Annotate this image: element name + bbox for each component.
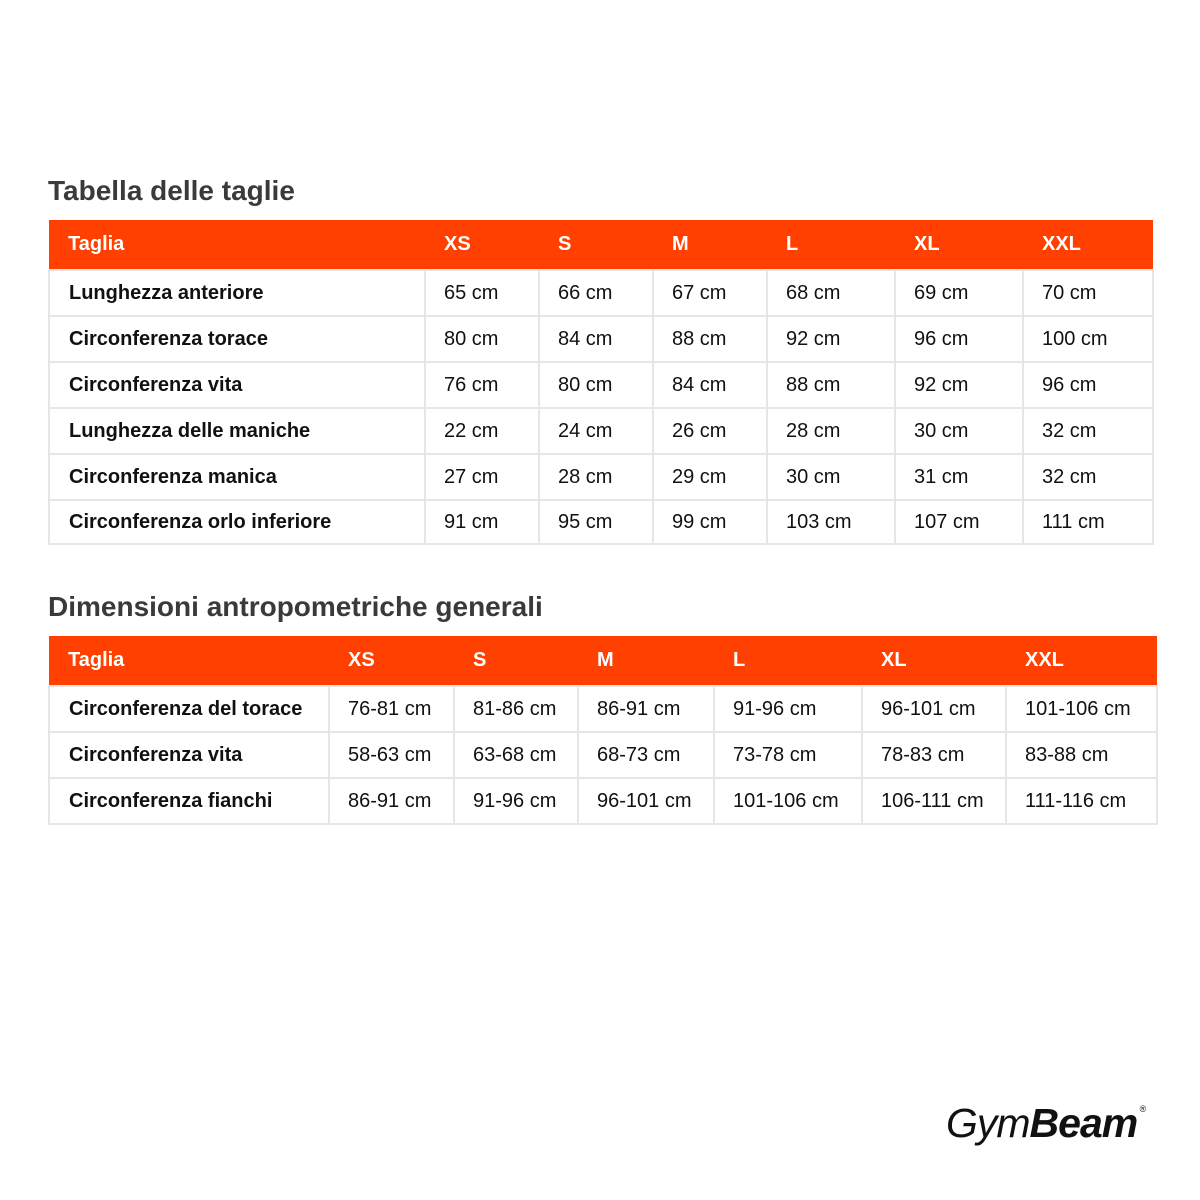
anthropometric-table-row [49, 778, 1157, 824]
size-table-header-cell: L [767, 220, 895, 270]
anthropometric-table-header-cell: Taglia [49, 636, 329, 686]
measurement-cell: 91-96 cm [714, 686, 862, 732]
gymbeam-logo [946, 1100, 1147, 1147]
measurement-cell: 26 cm [653, 408, 767, 454]
measurement-cell: 27 cm [425, 454, 539, 500]
measurement-cell: 86-91 cm [329, 778, 454, 824]
size-table-header-cell: S [539, 220, 653, 270]
row-label: Circonferenza vita [49, 362, 425, 408]
measurement-cell: 96-101 cm [578, 778, 714, 824]
anthropometric-table-header-cell: XL [862, 636, 1006, 686]
measurement-cell: 111-116 cm [1006, 778, 1157, 824]
measurement-cell: 80 cm [425, 316, 539, 362]
measurement-cell: 96 cm [1023, 362, 1153, 408]
measurement-cell: 65 cm [425, 270, 539, 316]
row-label: Lunghezza delle maniche [49, 408, 425, 454]
anthropometric-table-row [49, 686, 1157, 732]
measurement-cell: 91 cm [425, 500, 539, 544]
measurement-cell: 106-111 cm [862, 778, 1006, 824]
measurement-cell: 30 cm [895, 408, 1023, 454]
registered-mark: ® [1139, 1104, 1147, 1114]
measurement-cell: 80 cm [539, 362, 653, 408]
measurement-cell: 99 cm [653, 500, 767, 544]
row-label: Circonferenza torace [49, 316, 425, 362]
measurement-cell: 31 cm [895, 454, 1023, 500]
anthropometric-table-header-cell: M [578, 636, 714, 686]
anthropometric-table-header-cell: XXL [1006, 636, 1157, 686]
measurement-cell: 96 cm [895, 316, 1023, 362]
anthropometric-table-title: Dimensioni antropometriche generali [48, 591, 543, 622]
logo-text-bold: Beam [1029, 1100, 1138, 1146]
size-table-header-cell: Taglia [49, 220, 425, 270]
anthropometric-table-header-cell: S [454, 636, 578, 686]
measurement-cell: 91-96 cm [454, 778, 578, 824]
size-table-row [49, 316, 1153, 362]
measurement-cell: 78-83 cm [862, 732, 1006, 778]
size-table-row [49, 270, 1153, 316]
measurement-cell: 84 cm [539, 316, 653, 362]
measurement-cell: 107 cm [895, 500, 1023, 544]
measurement-cell: 92 cm [767, 316, 895, 362]
anthropometric-table-header-cell: L [714, 636, 862, 686]
measurement-cell: 29 cm [653, 454, 767, 500]
size-table [48, 220, 1154, 545]
measurement-cell: 68 cm [767, 270, 895, 316]
measurement-cell: 88 cm [653, 316, 767, 362]
anthropometric-table [48, 636, 1158, 825]
measurement-cell: 66 cm [539, 270, 653, 316]
row-label: Circonferenza vita [49, 732, 329, 778]
measurement-cell: 103 cm [767, 500, 895, 544]
measurement-cell: 67 cm [653, 270, 767, 316]
measurement-cell: 63-68 cm [454, 732, 578, 778]
size-table-header-cell: XL [895, 220, 1023, 270]
size-table-row [49, 408, 1153, 454]
measurement-cell: 69 cm [895, 270, 1023, 316]
measurement-cell: 70 cm [1023, 270, 1153, 316]
measurement-cell: 81-86 cm [454, 686, 578, 732]
measurement-cell: 28 cm [539, 454, 653, 500]
size-table-header-cell: XS [425, 220, 539, 270]
size-table-header-row [49, 220, 1153, 270]
size-table-row [49, 362, 1153, 408]
row-label: Circonferenza orlo inferiore [49, 500, 425, 544]
row-label: Circonferenza del torace [49, 686, 329, 732]
row-label: Circonferenza fianchi [49, 778, 329, 824]
anthropometric-table-header-row [49, 636, 1157, 686]
measurement-cell: 96-101 cm [862, 686, 1006, 732]
anthropometric-table-row [49, 732, 1157, 778]
size-table-row [49, 454, 1153, 500]
measurement-cell: 111 cm [1023, 500, 1153, 544]
measurement-cell: 95 cm [539, 500, 653, 544]
measurement-cell: 92 cm [895, 362, 1023, 408]
measurement-cell: 84 cm [653, 362, 767, 408]
measurement-cell: 58-63 cm [329, 732, 454, 778]
measurement-cell: 30 cm [767, 454, 895, 500]
measurement-cell: 88 cm [767, 362, 895, 408]
measurement-cell: 32 cm [1023, 454, 1153, 500]
size-table-header-cell: XXL [1023, 220, 1153, 270]
size-table-title: Tabella delle taglie [48, 175, 295, 206]
row-label: Circonferenza manica [49, 454, 425, 500]
measurement-cell: 100 cm [1023, 316, 1153, 362]
row-label: Lunghezza anteriore [49, 270, 425, 316]
measurement-cell: 28 cm [767, 408, 895, 454]
measurement-cell: 76-81 cm [329, 686, 454, 732]
size-table-row [49, 500, 1153, 544]
measurement-cell: 24 cm [539, 408, 653, 454]
anthropometric-table-header-cell: XS [329, 636, 454, 686]
measurement-cell: 83-88 cm [1006, 732, 1157, 778]
measurement-cell: 68-73 cm [578, 732, 714, 778]
measurement-cell: 76 cm [425, 362, 539, 408]
measurement-cell: 101-106 cm [1006, 686, 1157, 732]
measurement-cell: 101-106 cm [714, 778, 862, 824]
logo-text-light: Gym [946, 1100, 1030, 1146]
size-table-header-cell: M [653, 220, 767, 270]
measurement-cell: 32 cm [1023, 408, 1153, 454]
measurement-cell: 22 cm [425, 408, 539, 454]
measurement-cell: 73-78 cm [714, 732, 862, 778]
measurement-cell: 86-91 cm [578, 686, 714, 732]
